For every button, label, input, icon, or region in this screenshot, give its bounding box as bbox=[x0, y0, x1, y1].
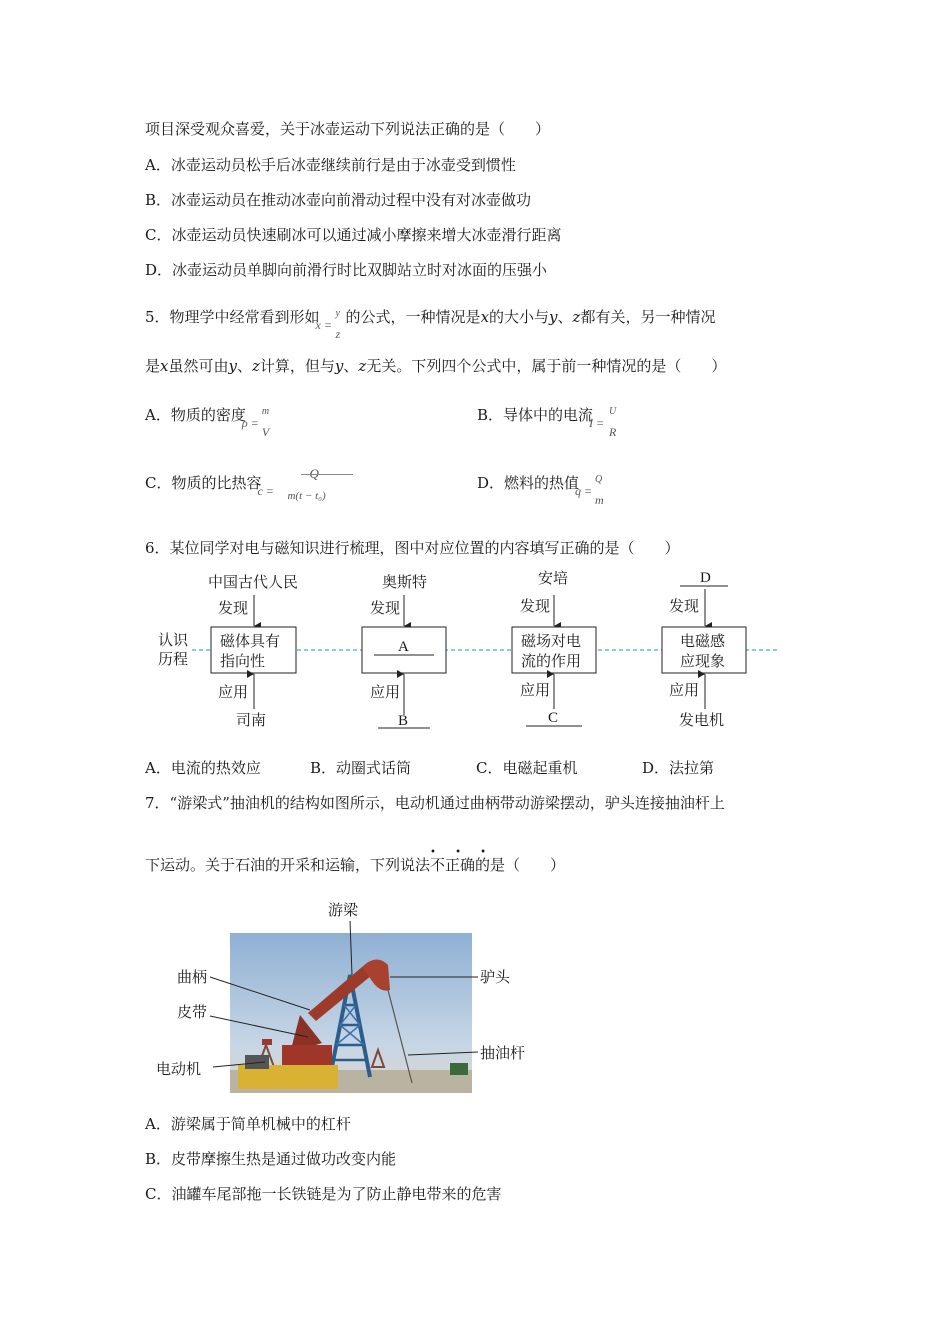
q6-stem: 6．某位同学对电与磁知识进行梳理，图中对应位置的内容填写正确的是（ ） bbox=[145, 539, 680, 557]
electromagnetism-timeline-diagram bbox=[150, 565, 790, 740]
q5-option-a: A．物质的密度 ρ = m V bbox=[145, 398, 272, 433]
pumping-unit-figure bbox=[150, 895, 550, 1095]
col1-box-line1: 磁体具有 bbox=[220, 634, 281, 650]
q7-option-b: B．皮带摩擦生热是通过做功改变内能 bbox=[145, 1150, 397, 1168]
current-formula: I = U R bbox=[589, 406, 617, 439]
side-label-2: 历程 bbox=[158, 652, 189, 668]
crank-label: 曲柄 bbox=[177, 970, 208, 986]
col4-apply-label: 应用 bbox=[669, 683, 700, 699]
q4-option-d: D．冰壶运动员单脚向前滑行时比双脚站立时对冰面的压强小 bbox=[145, 261, 548, 279]
specific-heat-formula: c = Q m(t − t₀) bbox=[261, 467, 351, 501]
col3-bottom-blank-label: C bbox=[548, 710, 559, 726]
col1-top-label: 中国古代人民 bbox=[208, 575, 299, 591]
q7-stem-line1: 7．“游梁式”抽油机的结构如图所示，电动机通过曲柄带动游梁摆动，驴头连接抽油杆上 bbox=[145, 794, 725, 812]
col4-box-line1: 电磁感 bbox=[680, 634, 726, 650]
q6-option-c: C．电磁起重机 bbox=[476, 759, 578, 777]
col1-bottom-label: 司南 bbox=[236, 713, 267, 729]
col3-top-label: 安培 bbox=[538, 571, 569, 587]
walking-beam-label: 游梁 bbox=[328, 903, 359, 919]
col1-discover-label: 发现 bbox=[218, 601, 249, 617]
side-label-1: 认识 bbox=[158, 633, 189, 649]
q5-option-d: D．燃料的热值 q = Q m bbox=[477, 466, 605, 501]
q7-option-c: C．油罐车尾部拖一长铁链是为了防止静电带来的危害 bbox=[145, 1185, 502, 1203]
q6-option-a: A．电流的热效应 bbox=[145, 759, 261, 777]
col2-bottom-blank-label: B bbox=[398, 713, 409, 729]
q4-stem-tail: 项目深受观众喜爱，关于冰壶运动下列说法正确的是（ ） bbox=[145, 120, 551, 138]
col1-box-line2: 指向性 bbox=[220, 654, 266, 670]
q5-general-formula: x = y z bbox=[315, 308, 341, 341]
q7-option-a: A．游梁属于简单机械中的杠杆 bbox=[145, 1115, 351, 1133]
col3-box-line2: 流的作用 bbox=[521, 654, 582, 670]
col4-top-blank-label: D bbox=[700, 570, 711, 586]
col3-discover-label: 发现 bbox=[520, 599, 551, 615]
col4-discover-label: 发现 bbox=[669, 599, 700, 615]
density-formula: ρ = m V bbox=[241, 406, 270, 439]
q5-stem-line1: 5．物理学中经常看到形如 x = y z 的公式，一种情况是x的大小与y、z都有关，另一种情况 bbox=[145, 300, 715, 335]
col3-apply-label: 应用 bbox=[520, 683, 551, 699]
col2-apply-label: 应用 bbox=[370, 685, 401, 701]
horse-head-label: 驴头 bbox=[480, 970, 511, 986]
col2-top-label: 奥斯特 bbox=[382, 575, 428, 591]
motor-label: 电动机 bbox=[156, 1062, 202, 1078]
col2-box-blank-label: A bbox=[398, 639, 409, 655]
col3-box-line1: 磁场对电 bbox=[521, 634, 582, 650]
q5-stem-line2: 是x虽然可由y、z计算，但与y、z无关。下列四个公式中，属于前一种情况的是（ ） bbox=[145, 357, 727, 375]
q4-option-c: C．冰壶运动员快速刷冰可以通过减小摩擦来增大冰壶滑行距离 bbox=[145, 226, 562, 244]
q4-option-a: A．冰壶运动员松手后冰壶继续前行是由于冰壶受到惯性 bbox=[145, 156, 516, 174]
q6-option-b: B．动圈式话筒 bbox=[310, 759, 412, 777]
q7-emphasized-word: • • • 不正确 bbox=[430, 847, 495, 874]
q5-option-c: C．物质的比热容 c = Q m(t − t₀) bbox=[145, 466, 351, 501]
col2-discover-label: 发现 bbox=[370, 601, 401, 617]
col4-box-line2: 应现象 bbox=[680, 654, 726, 670]
belt-label: 皮带 bbox=[177, 1005, 208, 1021]
q7-stem-line2: 下运动。关于石油的开采和运输，下列说法 • • • 不正确的是（ ） bbox=[145, 847, 566, 874]
sucker-rod-label: 抽油杆 bbox=[480, 1046, 526, 1062]
q5-option-b: B．导体中的电流 I = U R bbox=[477, 398, 619, 433]
col1-apply-label: 应用 bbox=[218, 685, 249, 701]
q6-option-d: D．法拉第 bbox=[642, 759, 715, 777]
q4-option-b: B．冰壶运动员在推动冰壶向前滑动过程中没有对冰壶做功 bbox=[145, 191, 532, 209]
col4-bottom-label: 发电机 bbox=[679, 713, 725, 729]
heat-value-formula: q = Q m bbox=[575, 474, 604, 507]
